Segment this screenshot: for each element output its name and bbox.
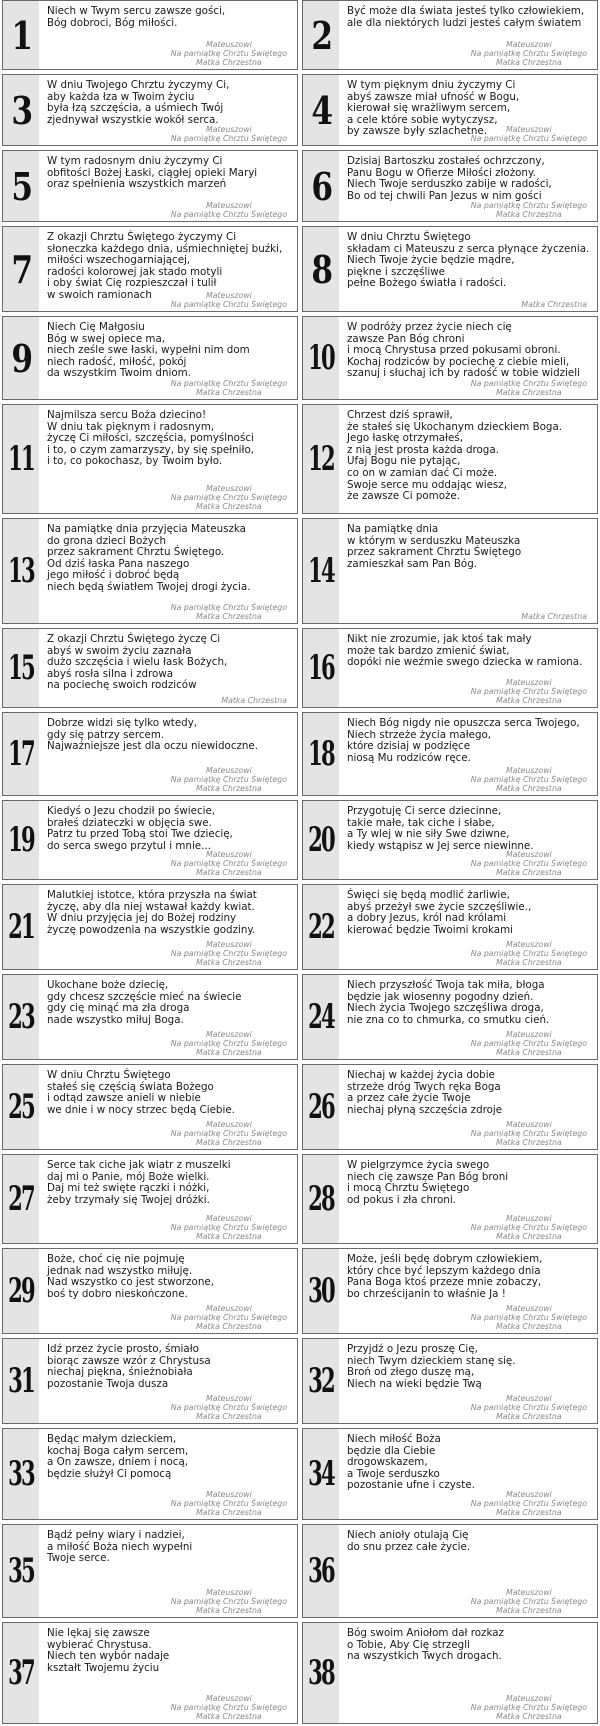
signature-line: Mateuszowi	[505, 1120, 552, 1129]
signature-line: Mateuszowi	[205, 940, 252, 949]
wish-card-5	[2, 150, 298, 222]
signature-line: Matka Chrzestna	[196, 1232, 262, 1241]
signature-line: Mateuszowi	[205, 1214, 252, 1223]
signature-line: Na pamiątkę Chrztu Świętego	[470, 1597, 587, 1606]
signature-line: Mateuszowi	[505, 850, 552, 859]
signature-line: Mateuszowi	[205, 850, 252, 859]
signature-line: Na pamiątkę Chrztu Świętego	[170, 949, 287, 958]
signature-block	[471, 1694, 587, 1721]
signature-line: Na pamiątkę Chrztu Świętego	[170, 493, 287, 502]
signature-block	[471, 1120, 587, 1147]
signature-line: Matka Chrzestna	[496, 696, 562, 705]
card-number: 37	[3, 1623, 39, 1723]
wish-card-11	[2, 404, 298, 514]
signature-block	[171, 201, 287, 219]
signature-line: Matka Chrzestna	[196, 1412, 262, 1421]
wish-text: Przyjdź o Jezu proszę Cię, niech Twym dzieckiem stanę się. Broń od złego duszę mą, Niech na wieki będzie Twą	[347, 1343, 516, 1390]
signature-block	[471, 766, 587, 793]
wish-text: Niechaj w każdej życia dobie strzeże dróg Twych ręka Boga a przez całe życie Twoje niechaj płyną szczęścia zdroje	[347, 1069, 503, 1116]
card-number: 4	[303, 75, 339, 145]
wish-text: Z okazji Chrztu Świętego życzymy Ci słoneczka każdego dnia, uśmiechniętej buźki, miłości wszechogarniającej, radości kolorowej jak stado motyli i oby świat Cię rozpieszczał i tulił w swoich ramionach	[47, 231, 283, 301]
card-number: 25	[3, 1065, 39, 1149]
signature-line: Mateuszowi	[205, 1120, 252, 1129]
card-number: 19	[3, 801, 39, 879]
signature-block	[471, 125, 587, 143]
signature-line: Matka Chrzestna	[496, 784, 562, 793]
signature-line: Matka Chrzestna	[496, 58, 562, 67]
wish-text: Niech miłość Boża będzie dla Ciebie drogowskazem, a Twoje serduszko pozostanie ufne i czyste.	[347, 1433, 475, 1492]
signature-line: Na pamiątkę Chrztu Świętego	[170, 1129, 287, 1138]
wish-text: Przygotuję Ci serce dziecinne, takie małe, tak ciche i słabe, a Ty wlej w nie siły Swe dziwne, kiedy wstąpisz w Jej serce niewinne.	[347, 805, 534, 852]
signature-line: Matka Chrzestna	[521, 300, 587, 309]
wish-card-27	[2, 1154, 298, 1244]
wish-text: Kiedyś o Jezu chodził po świecie, brałeś dziateczki w objęcia swe. Patrz tu przed Tobą stoi Twe dziecię, do serca swego przytul i mnie...	[47, 805, 233, 852]
card-number: 14	[303, 519, 339, 623]
wish-text: Z okazji Chrztu Świętego życzę Ci abyś w swoim życiu zaznała dużo szczęścia i wielu łask Bożych, abyś rosła silna i zdrowa na pociechę swoich rodziców	[47, 633, 228, 692]
signature-line: Mateuszowi	[505, 125, 552, 134]
signature-line: Na pamiątkę Chrztu Świętego	[470, 1499, 587, 1508]
wish-card-8	[302, 226, 598, 312]
wish-text: Najmilsza sercu Boża dziecino! W dniu tak pięknym i radosnym, życzę Ci miłości, szczęścia, pomyślności i to, o czym zamarzyszy, by się spełniło, i to, co pokochasz, by Twoim było.	[47, 409, 255, 468]
card-number: 8	[303, 227, 339, 311]
card-number: 1	[3, 1, 39, 69]
wish-text: Niech Cię Małgosiu Bóg w swej opiece ma, niech ześle swe łaski, wypełni nim dom niech radość, miłość, pokój da wszystkim Twoim dniom.	[47, 321, 250, 380]
card-number: 21	[3, 885, 39, 969]
signature-line: Na pamiątkę Chrztu Świętego	[170, 603, 287, 612]
wish-card-13	[2, 518, 298, 624]
card-number: 31	[3, 1339, 39, 1423]
wish-card-19	[2, 800, 298, 880]
wish-text: Niech anioły otulają Cię do snu przez całe życie.	[347, 1529, 471, 1553]
card-number: 10	[303, 317, 339, 399]
wish-card-16	[302, 628, 598, 708]
signature-block	[171, 850, 287, 877]
wish-card-7	[2, 226, 298, 312]
wish-text: W tym radosnym dniu życzymy Ci obfitości Bożej Łaski, ciągłej opieki Maryi oraz spełnienia wszystkich marzeń	[47, 155, 258, 191]
wish-card-22	[302, 884, 598, 970]
wish-card-24	[302, 974, 598, 1060]
card-number: 29	[3, 1249, 39, 1333]
signature-block	[171, 1030, 287, 1057]
signature-line: Matka Chrzestna	[196, 1508, 262, 1517]
signature-line: Na pamiątkę Chrztu Świętego	[170, 1703, 287, 1712]
signature-line: Mateuszowi	[505, 1694, 552, 1703]
signature-line: Na pamiątkę Chrztu Świętego	[170, 1499, 287, 1508]
card-number: 3	[3, 75, 39, 145]
signature-line: Matka Chrzestna	[496, 868, 562, 877]
signature-line: Mateuszowi	[205, 40, 252, 49]
signature-line: Matka Chrzestna	[496, 1412, 562, 1421]
signature-line: Matka Chrzestna	[496, 1232, 562, 1241]
signature-line: Mateuszowi	[505, 1490, 552, 1499]
signature-line: Matka Chrzestna	[196, 1712, 262, 1721]
wish-text: W dniu Chrztu Świętego składam ci Mateuszu z serca płynące życzenia. Niech Twoje życie będzie mądre, piękne i szczęśliwe pełne Bożego światła i radości.	[347, 231, 590, 290]
signature-line: Na pamiątkę Chrztu Świętego	[470, 1129, 587, 1138]
signature-line: Matka Chrzestna	[221, 696, 287, 705]
card-number: 34	[303, 1429, 339, 1519]
wish-card-29	[2, 1248, 298, 1334]
signature-line: Matka Chrzestna	[196, 388, 262, 397]
wish-card-2	[302, 0, 598, 70]
card-number: 15	[3, 629, 39, 707]
signature-line: Mateuszowi	[205, 1694, 252, 1703]
signature-line: Na pamiątkę Chrztu Świętego	[170, 1403, 287, 1412]
signature-block	[471, 850, 587, 877]
signature-line: Matka Chrzestna	[496, 1606, 562, 1615]
wish-card-9	[2, 316, 298, 400]
card-number: 16	[303, 629, 339, 707]
signature-block	[471, 678, 587, 705]
wish-card-33	[2, 1428, 298, 1520]
wish-text: Niech przyszłość Twoja tak miła, błoga będzie jak wiosenny pogodny dzień. Niech życia Twojego szczęśliwa droga, nie zna co to chmurka, co smutku cień.	[347, 979, 550, 1026]
wish-card-3	[2, 74, 298, 146]
signature-block	[471, 40, 587, 67]
signature-line: Na pamiątkę Chrztu Świętego	[470, 775, 587, 784]
signature-line: Mateuszowi	[505, 940, 552, 949]
wish-text: Bądź pełny wiary i nadziei, a miłość Boża niech wypełni Twoje serce.	[47, 1529, 193, 1565]
signature-line: Na pamiątkę Chrztu Świętego	[170, 775, 287, 784]
card-number: 36	[303, 1525, 339, 1617]
signature-line: Na pamiątkę Chrztu Świętego	[470, 1223, 587, 1232]
signature-block	[171, 1694, 287, 1721]
wish-text: Być może dla świata jesteś tylko człowiekiem, ale dla niektórych ludzi jesteś całym światem	[347, 5, 585, 29]
wish-card-26	[302, 1064, 598, 1150]
wish-text: W dniu Twojego Chrztu życzymy Ci, aby każda łza w Twoim życiu była łzą szczęścia, a uśmiech Twój zjednywał wszystkie wokół serca.	[47, 79, 230, 126]
wish-card-37	[2, 1622, 298, 1724]
signature-line: Mateuszowi	[205, 1490, 252, 1499]
signature-line: Mateuszowi	[205, 1304, 252, 1313]
signature-line: Matka Chrzestna	[496, 1138, 562, 1147]
card-number: 23	[3, 975, 39, 1059]
wish-card-34	[302, 1428, 598, 1520]
signature-line: Na pamiątkę Chrztu Świętego	[470, 1403, 587, 1412]
signature-block	[171, 1120, 287, 1147]
signature-line: Na pamiątkę Chrztu Świętego	[170, 1313, 287, 1322]
card-number: 17	[3, 713, 39, 795]
signature-block	[171, 1214, 287, 1241]
signature-line: Mateuszowi	[205, 766, 252, 775]
card-number: 30	[303, 1249, 339, 1333]
wish-text: Bóg swoim Aniołom dał rozkaz o Tobie, Aby Cię strzegli na wszystkich Twych drogach.	[347, 1627, 504, 1663]
signature-line: Na pamiątkę Chrztu Świętego	[170, 1223, 287, 1232]
signature-line: Na pamiątkę Chrztu Świętego	[470, 859, 587, 868]
card-number: 26	[303, 1065, 339, 1149]
wish-card-14	[302, 518, 598, 624]
wish-text: Dobrze widzi się tylko wtedy, gdy się patrzy sercem. Najważniejsze jest dla oczu niewidoczne.	[47, 717, 259, 753]
signature-block	[171, 940, 287, 967]
card-number: 13	[3, 519, 39, 623]
signature-block	[171, 766, 287, 793]
signature-line: Matka Chrzestna	[196, 868, 262, 877]
signature-line: Mateuszowi	[505, 1394, 552, 1403]
wish-card-38	[302, 1622, 598, 1724]
signature-line: Na pamiątkę Chrztu Świętego	[170, 134, 287, 143]
signature-line: Na pamiątkę Chrztu Świętego	[170, 49, 287, 58]
card-number: 27	[3, 1155, 39, 1243]
signature-line: Mateuszowi	[505, 1030, 552, 1039]
wish-card-36	[302, 1524, 598, 1618]
card-number: 12	[303, 405, 339, 513]
signature-line: Na pamiątkę Chrztu Świętego	[470, 134, 587, 143]
wish-text: Niech w Twym sercu zawsze gości, Bóg dobroci, Bóg miłości.	[47, 5, 226, 29]
signature-block	[521, 300, 587, 309]
signature-block	[471, 1304, 587, 1331]
signature-line: Na pamiątkę Chrztu Świętego	[170, 1597, 287, 1606]
signature-line: Mateuszowi	[205, 1588, 252, 1597]
signature-line: Matka Chrzestna	[196, 1606, 262, 1615]
card-number: 5	[3, 151, 39, 221]
signature-block	[471, 940, 587, 967]
signature-line: Matka Chrzestna	[496, 1508, 562, 1517]
signature-line: Matka Chrzestna	[521, 612, 587, 621]
signature-line: Matka Chrzestna	[496, 210, 562, 219]
signature-line: Mateuszowi	[205, 201, 252, 210]
signature-line: Matka Chrzestna	[496, 1322, 562, 1331]
card-number: 32	[303, 1339, 339, 1423]
signature-block	[471, 1490, 587, 1517]
signature-line: Matka Chrzestna	[196, 958, 262, 967]
wish-text: Boże, choć cię nie pojmuję jednak nad wszystko miłuję. Nad wszystko co jest stworzone, boś ty dobro nieskończone.	[47, 1253, 214, 1300]
wish-text: Może, jeśli będę dobrym człowiekiem, który chce być lepszym każdego dnia Pana Boga ktoś przeze mnie zobaczy, bo chrześcijanin to właśnie Ja !	[347, 1253, 543, 1300]
wish-card-30	[302, 1248, 598, 1334]
wish-text: Ukochane boże dziecię, gdy chcesz szczęście mieć na świecie gdy cię minąć ma zła droga nade wszystko miłuj Boga.	[47, 979, 242, 1026]
wish-card-23	[2, 974, 298, 1060]
signature-line: Na pamiątkę Chrztu Świętego	[170, 379, 287, 388]
signature-block	[171, 1394, 287, 1421]
wish-card-6	[302, 150, 598, 222]
signature-line: Mateuszowi	[205, 1030, 252, 1039]
signature-line: Na pamiątkę Chrztu Świętego	[170, 210, 287, 219]
signature-line: Na pamiątkę Chrztu Świętego	[170, 859, 287, 868]
signature-block	[221, 696, 287, 705]
signature-block	[471, 1030, 587, 1057]
signature-block	[171, 484, 287, 511]
signature-line: Mateuszowi	[205, 1394, 252, 1403]
signature-line: Matka Chrzestna	[196, 612, 262, 621]
signature-block	[471, 1214, 587, 1241]
signature-line: Mateuszowi	[505, 40, 552, 49]
signature-line: Na pamiątkę Chrztu Świętego	[170, 300, 287, 309]
wish-card-20	[302, 800, 598, 880]
signature-block	[171, 1304, 287, 1331]
signature-block	[471, 1394, 587, 1421]
card-number: 28	[303, 1155, 339, 1243]
card-number: 22	[303, 885, 339, 969]
signature-line: Na pamiątkę Chrztu Świętego	[470, 49, 587, 58]
signature-line: Mateuszowi	[505, 1214, 552, 1223]
wish-card-28	[302, 1154, 598, 1244]
wish-text: Na pamiątkę dnia w którym w serduszku Mateuszka przez sakrament Chrztu Świętego zamieszkał sam Pan Bóg.	[347, 523, 522, 570]
signature-line: Na pamiątkę Chrztu Świętego	[170, 1039, 287, 1048]
card-number: 20	[303, 801, 339, 879]
card-number: 9	[3, 317, 39, 399]
wish-text: Nie lękaj się zawsze wybierać Chrystusa. Niech ten wybór nadaje kształt Twojemu życiu	[47, 1627, 170, 1674]
signature-line: Matka Chrzestna	[496, 1712, 562, 1721]
signature-block	[171, 40, 287, 67]
wish-card-32	[302, 1338, 598, 1424]
signature-block	[171, 291, 287, 309]
signature-line: Na pamiątkę Chrztu Świętego	[470, 1313, 587, 1322]
signature-line: Matka Chrzestna	[196, 1048, 262, 1057]
signature-block	[171, 379, 287, 397]
signature-line: Mateuszowi	[505, 1588, 552, 1597]
signature-block	[471, 379, 587, 397]
signature-line: Na pamiątkę Chrztu Świętego	[470, 379, 587, 388]
signature-line: Mateuszowi	[505, 1304, 552, 1313]
wish-text: W dniu Chrztu Świętego stałeś się częścią świata Bożego i odtąd zawsze anieli w niebie we dnie i w nocy strzec będą Ciebie.	[47, 1069, 235, 1116]
wish-card-17	[2, 712, 298, 796]
signature-block	[471, 201, 587, 219]
signature-line: Matka Chrzestna	[496, 388, 562, 397]
wish-text: Idź przez życie prosto, śmiało biorąc zawsze wzór z Chrystusa niechaj piękna, śnieżnobiała pozostanie Twoja dusza	[47, 1343, 211, 1390]
wish-text: Serce tak ciche jak wiatr z muszelki daj mi o Panie, mój Boże wielki. Daj mi też swięte rączki i nóżki, żeby trzymały się Twojej dróżki.	[47, 1159, 231, 1206]
wish-text: Chrzest dziś sprawił, że stałeś się Ukochanym dzieckiem Boga. Jego łaskę otrzymałeś, z nią jest prosta każda droga. Ufaj Bogu nie pytając, co on w zamian dać Ci może. Swoje serce mu oddając wiesz, że zawsze Ci pomoże.	[347, 409, 563, 503]
card-number: 2	[303, 1, 339, 69]
signature-line: Mateuszowi	[205, 291, 252, 300]
wish-card-12	[302, 404, 598, 514]
card-number: 24	[303, 975, 339, 1059]
signature-line: Matka Chrzestna	[496, 1048, 562, 1057]
card-number: 38	[303, 1623, 339, 1723]
signature-line: Na pamiątkę Chrztu Świętego	[470, 949, 587, 958]
signature-line: Na pamiątkę Chrztu Świętego	[470, 201, 587, 210]
signature-line: Matka Chrzestna	[196, 784, 262, 793]
wish-card-4	[302, 74, 598, 146]
wish-text: Nikt nie zrozumie, jak ktoś tak mały może tak bardzo zmienić świat, dopóki nie weźmie swego dziecka w ramiona.	[347, 633, 583, 669]
wish-text: W pielgrzymce życia swego niech cię zawsze Pan Bóg broni i mocą Chrztu Świętego od pokus i zła chroni.	[347, 1159, 509, 1206]
signature-line: Matka Chrzestna	[496, 958, 562, 967]
signature-block	[171, 125, 287, 143]
card-number: 7	[3, 227, 39, 311]
card-number: 11	[3, 405, 39, 513]
wish-card-25	[2, 1064, 298, 1150]
signature-block	[171, 603, 287, 621]
signature-line: Na pamiątkę Chrztu Świętego	[470, 687, 587, 696]
card-number: 35	[3, 1525, 39, 1617]
wish-text: Święci się będą modlić żarliwie, abyś przeżył swe życie szczęśliwie., a dobry Jezus, król nad królami kierować będzie Twoimi krokami	[347, 889, 532, 936]
signature-line: Mateuszowi	[505, 678, 552, 687]
wish-card-15	[2, 628, 298, 708]
signature-block	[471, 1588, 587, 1615]
wish-text: Na pamiątkę dnia przyjęcia Mateuszka do grona dzieci Bożych przez sakrament Chrztu Świętego. Od dziś łaska Pana naszego jego miłość i dobroć będą niech będą światłem Twojej drogi życia.	[47, 523, 251, 593]
wish-card-31	[2, 1338, 298, 1424]
signature-line: Na pamiątkę Chrztu Świętego	[470, 1703, 587, 1712]
signature-line: Matka Chrzestna	[196, 58, 262, 67]
signature-line: Na pamiątkę Chrztu Świętego	[470, 1039, 587, 1048]
wish-text: Dzisiaj Bartoszku zostałeś ochrzczony, Panu Bogu w Ofierze Miłości złożony. Niech Twoje serduszko zabije w radości, Bo od tej chwili Pan Jezus w nim gości	[347, 155, 552, 202]
wish-text: Będąc małym dzieckiem, kochaj Boga całym sercem, a On zawsze, dniem i nocą, będzie służył Ci pomocą	[47, 1433, 189, 1480]
wish-card-18	[302, 712, 598, 796]
signature-line: Mateuszowi	[205, 484, 252, 493]
wish-text: W podróży przez życie niech cię zawsze Pan Bóg chroni i mocą Chrystusa przed pokusami obroni. Kochaj rodziców by pociechę z ciebie mieli, szanuj i słuchaj ich by radość w tobie widzieli	[347, 321, 580, 380]
signature-line: Mateuszowi	[505, 766, 552, 775]
wish-card-10	[302, 316, 598, 400]
signature-line: Matka Chrzestna	[196, 502, 262, 511]
signature-block	[521, 612, 587, 621]
signature-line: Mateuszowi	[205, 125, 252, 134]
wish-text: W tym pięknym dniu życzymy Ci abyś zawsze miał ufność w Bogu, kierował się wrażliwym sercem, a cele które sobie wytyczysz, by zawsze były szlachetne.	[347, 79, 520, 138]
wish-text: Niech Bóg nigdy nie opuszcza serca Twojego, Niech strzeże życia małego, które dzisiaj w podzięce niosą Mu rodziców ręce.	[347, 717, 580, 764]
wish-card-21	[2, 884, 298, 970]
card-number: 33	[3, 1429, 39, 1519]
signature-block	[171, 1490, 287, 1517]
wish-card-35	[2, 1524, 298, 1618]
wish-card-1	[2, 0, 298, 70]
card-number: 18	[303, 713, 339, 795]
signature-line: Matka Chrzestna	[196, 1138, 262, 1147]
signature-line: Matka Chrzestna	[196, 1322, 262, 1331]
wish-text: Malutkiej istotce, która przyszła na świat życzę, aby dla niej wstawał każdy kwiat. W dniu przyjęcia jej do Bożej rodziny życzę powodzenia na wszystkie godziny.	[47, 889, 257, 936]
signature-block	[171, 1588, 287, 1615]
card-number: 6	[303, 151, 339, 221]
